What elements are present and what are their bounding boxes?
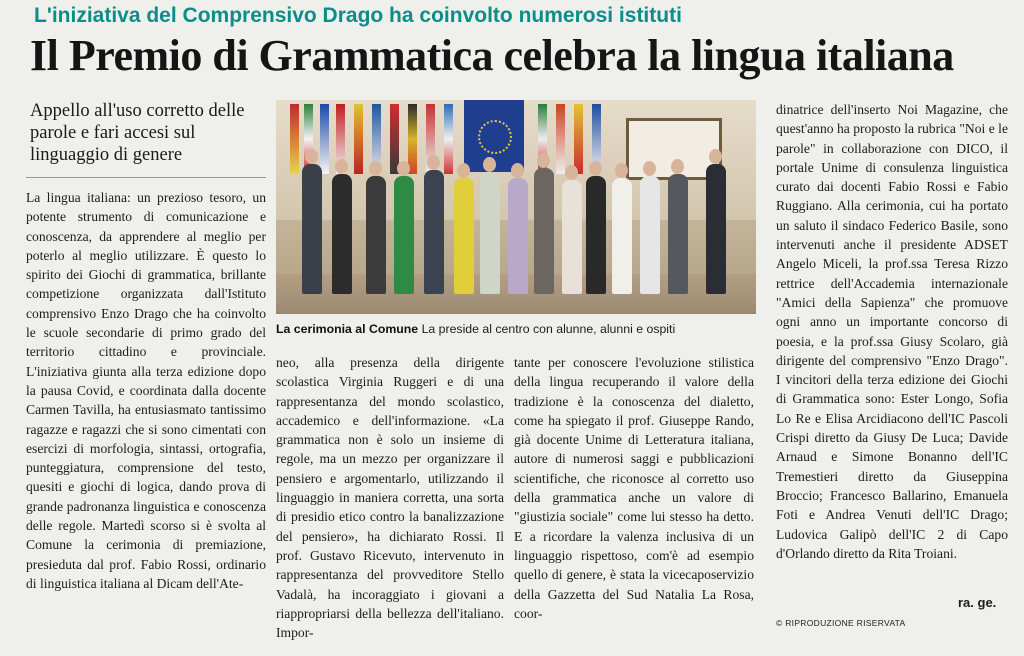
person-figure [480,172,500,294]
person-head [511,163,524,178]
flag-8 [408,104,417,174]
caption-title: La cerimonia al Comune [276,322,419,336]
person-figure [332,174,352,294]
author-signature: ra. ge. [958,595,997,610]
person-head [643,161,656,176]
person-figure [302,164,322,294]
person-head [709,149,722,164]
person-head [305,149,318,164]
person-figure [586,176,606,294]
photo-caption [276,322,756,336]
person-head [457,163,470,178]
flag-12 [556,104,565,174]
person-head [537,153,550,168]
caption-text: La preside al centro con alunne, alunni e ospiti [421,322,676,336]
person-figure [366,176,386,294]
person-figure [706,164,726,294]
person-head [615,163,628,178]
person-figure [612,178,632,294]
ceremony-photo [276,100,756,314]
flag-5 [354,104,363,174]
body-column-3: tante per conoscere l'evoluzione stilistica della lingua recuperando il valore della tradizione è la conoscenza del dialetto, come ha spiegato il prof. Giuseppe Rando, già docente Unime di Letteratura italiana, autore di numerosi saggi e pubblicazioni scientifiche, che riconosce al corretto uso della grammatica anche un valore di "giustizia sociale" come lui stesso ha detto. E a ricordare la valenza inclusiva di un linguaggio rispettoso, com'è ad esempio quello di genere, è stata la vicecaposervizio della Gazzetta del Sud Natalia La Rosa, coor- [514,355,754,621]
person-figure [534,168,554,294]
person-figure [668,174,688,294]
article-headline: Il Premio di Grammatica celebra la lingua italiana [30,31,954,80]
divider-rule [26,177,266,178]
body-column-2: neo, alla presenza della dirigente scolastica Virginia Ruggeri e di una rappresentanza del mondo scolastico, accademico e dell'informazione. «La grammatica non è solo un insieme di regole, ma un mezzo per organizzare il pensiero e argomentarlo, utilizzando il linguaggio in maniera corretta, una sorta di presidio etico contro la banalizzazione del pensiero», ha dichiarato Rossi. Il prof. Gustavo Ricevuto, intervenuto in rappresentanza del provveditore Stello Vadalà, ha incoraggiato i giovani a riappropriarsi della bellezza dell'italiano. Impor- [276,355,504,641]
flag-3 [320,104,329,174]
copyright-notice: © RIPRODUZIONE RISERVATA [776,618,906,628]
flag-13 [574,104,583,174]
person-head [589,161,602,176]
article-subheadline: Appello all'uso corretto delle parole e fari accesi sul linguaggio di genere [30,101,245,165]
person-figure [454,178,474,294]
person-head [565,165,578,180]
person-figure [424,170,444,294]
body-column-1: La lingua italiana: un prezioso tesoro, un potente strumento di comunicazione e conoscenza, da apprendere al meglio per poterlo al meglio utilizzare. È questo lo spirito dei Giochi di grammatica, brillante competizione organizzata dall'Istituto comprensivo Enzo Drago che ha coinvolto le scuole secondarie di primo grado del territorio cittadino e provinciale. L'iniziativa giunta alla terza edizione dopo la pausa Covid, e coordinata dalla docente Carmen Tavilla, ha entusiasmato tantissimo ragazze e ragazzi che si sono cimentati con esercizi di morfologia, sintassi, ortografia, punteggiatura, comprensione del testo, quesiti e giochi di logica, dando prova di grande padronanza linguistica e conoscenza delle regole. Martedì scorso si è svolta al Comune la cerimonia di premiazione, presieduta dal prof. Fabio Rossi, ordinario di linguistica italiana al Dicam dell'Ate- [26,190,266,591]
person-head [427,155,440,170]
person-figure [508,178,528,294]
flag-10 [444,104,453,174]
person-figure [562,180,582,294]
flag-1 [290,104,299,174]
person-head [335,159,348,174]
person-figure [640,176,660,294]
person-head [397,161,410,176]
person-head [671,159,684,174]
person-head [483,157,496,172]
article-kicker: L'iniziativa del Comprensivo Drago ha coinvolto numerosi istituti [34,4,682,27]
eu-stars-ring [478,120,512,154]
person-head [369,161,382,176]
body-column-4: dinatrice dell'inserto Noi Magazine, che quest'anno ha proposto la rubrica "Noi e le parole" in collaborazione con DICO, il portale Unime di consulenza linguistica curato dai docenti Fabio Rossi e Fabio Ruggiano. Alla cerimonia, cui ha portato un saluto il sindaco Federico Basile, sono intervenuti anche il presidente ADSET Angelo Miceli, la prof.ssa Teresa Rizzo rettrice dell'Accademia internazionale "Amici della Sapienza" che promuove ogni anno un importante concorso di poesia, e la prof.ssa Giusy Scolaro, già dirigente del comprensivo "Enzo Drago". I vincitori della terza edizione dei Giochi di Grammatica sono: Ester Longo, Sofia Lo Re e Elisa Arcidiacono dell'IC Pascoli Crispi diretto da Giusy De Luca; Davide Arnaud e Simone Bonanno dell'IC Tremestieri diretto da Giuseppina Broccio; Francesco Ballarino, Emanuela Foti e Andrea Venuti dell'IC Drago; Ludovica Galipò dell'IC 2 di Capo d'Orlando diretto da Rita Troiani. [776,102,1008,561]
person-figure [394,176,414,294]
